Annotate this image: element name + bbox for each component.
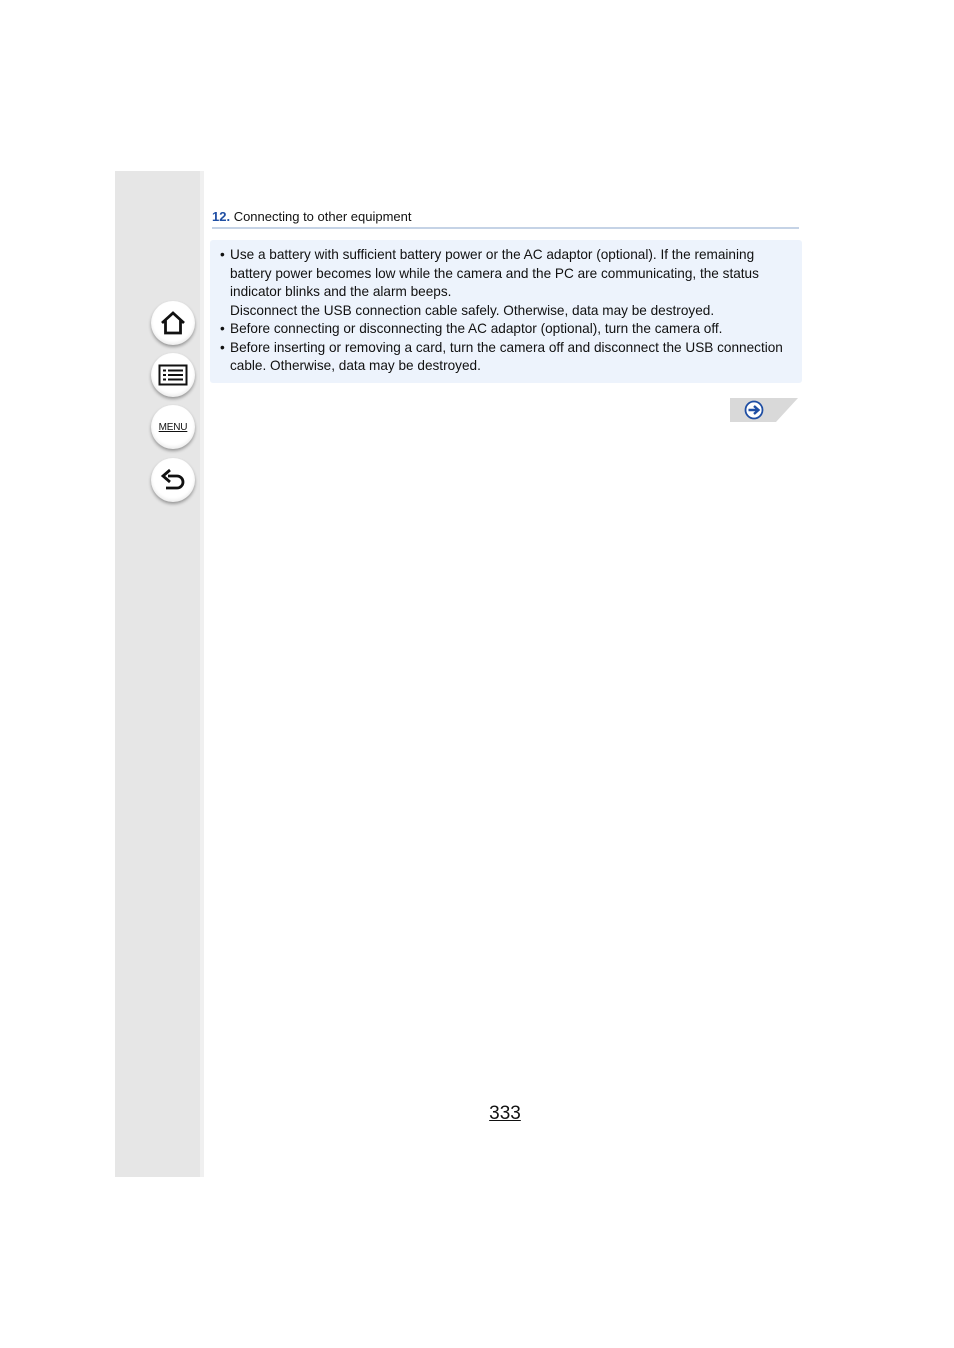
next-arrow-icon xyxy=(746,402,763,419)
chapter-header xyxy=(212,209,799,229)
sidebar-edge xyxy=(200,171,204,1177)
note-text: Before inserting or removing a card, turn the camera off and disconnect the USB connection cable. Otherwise, data may be destroyed. xyxy=(230,339,783,373)
chapter-title: Connecting to other equipment xyxy=(230,209,412,224)
chapter-number: 12. xyxy=(212,209,231,224)
menu-icon: MENU xyxy=(158,421,188,433)
page-number: 333 xyxy=(489,1103,521,1124)
list-icon xyxy=(158,364,188,386)
note-item xyxy=(220,339,796,376)
notes-box xyxy=(210,240,802,383)
note-text: Disconnect the USB connection cable safely. Otherwise, data may be destroyed. xyxy=(230,302,715,318)
note-text: Before connecting or disconnecting the AC adaptor (optional), turn the camera off. xyxy=(230,321,723,336)
note-item xyxy=(220,320,796,339)
home-button[interactable] xyxy=(151,301,195,345)
home-icon xyxy=(159,310,187,336)
next-page-button[interactable] xyxy=(730,398,798,422)
note-text: Use a battery with sufficient battery power or the AC adaptor (optional). If the remaining battery power becomes low while the camera and the PC are communicating, the status indicator blinks and the alarm beeps. xyxy=(230,247,759,299)
bullet: • xyxy=(220,321,225,336)
back-arrow-icon xyxy=(159,467,187,493)
back-button[interactable] xyxy=(151,458,195,502)
menu-button[interactable] xyxy=(151,405,195,449)
contents-button[interactable] xyxy=(151,353,195,397)
note-item xyxy=(220,246,796,320)
bullet: • xyxy=(220,339,225,355)
bullet: • xyxy=(220,247,225,262)
